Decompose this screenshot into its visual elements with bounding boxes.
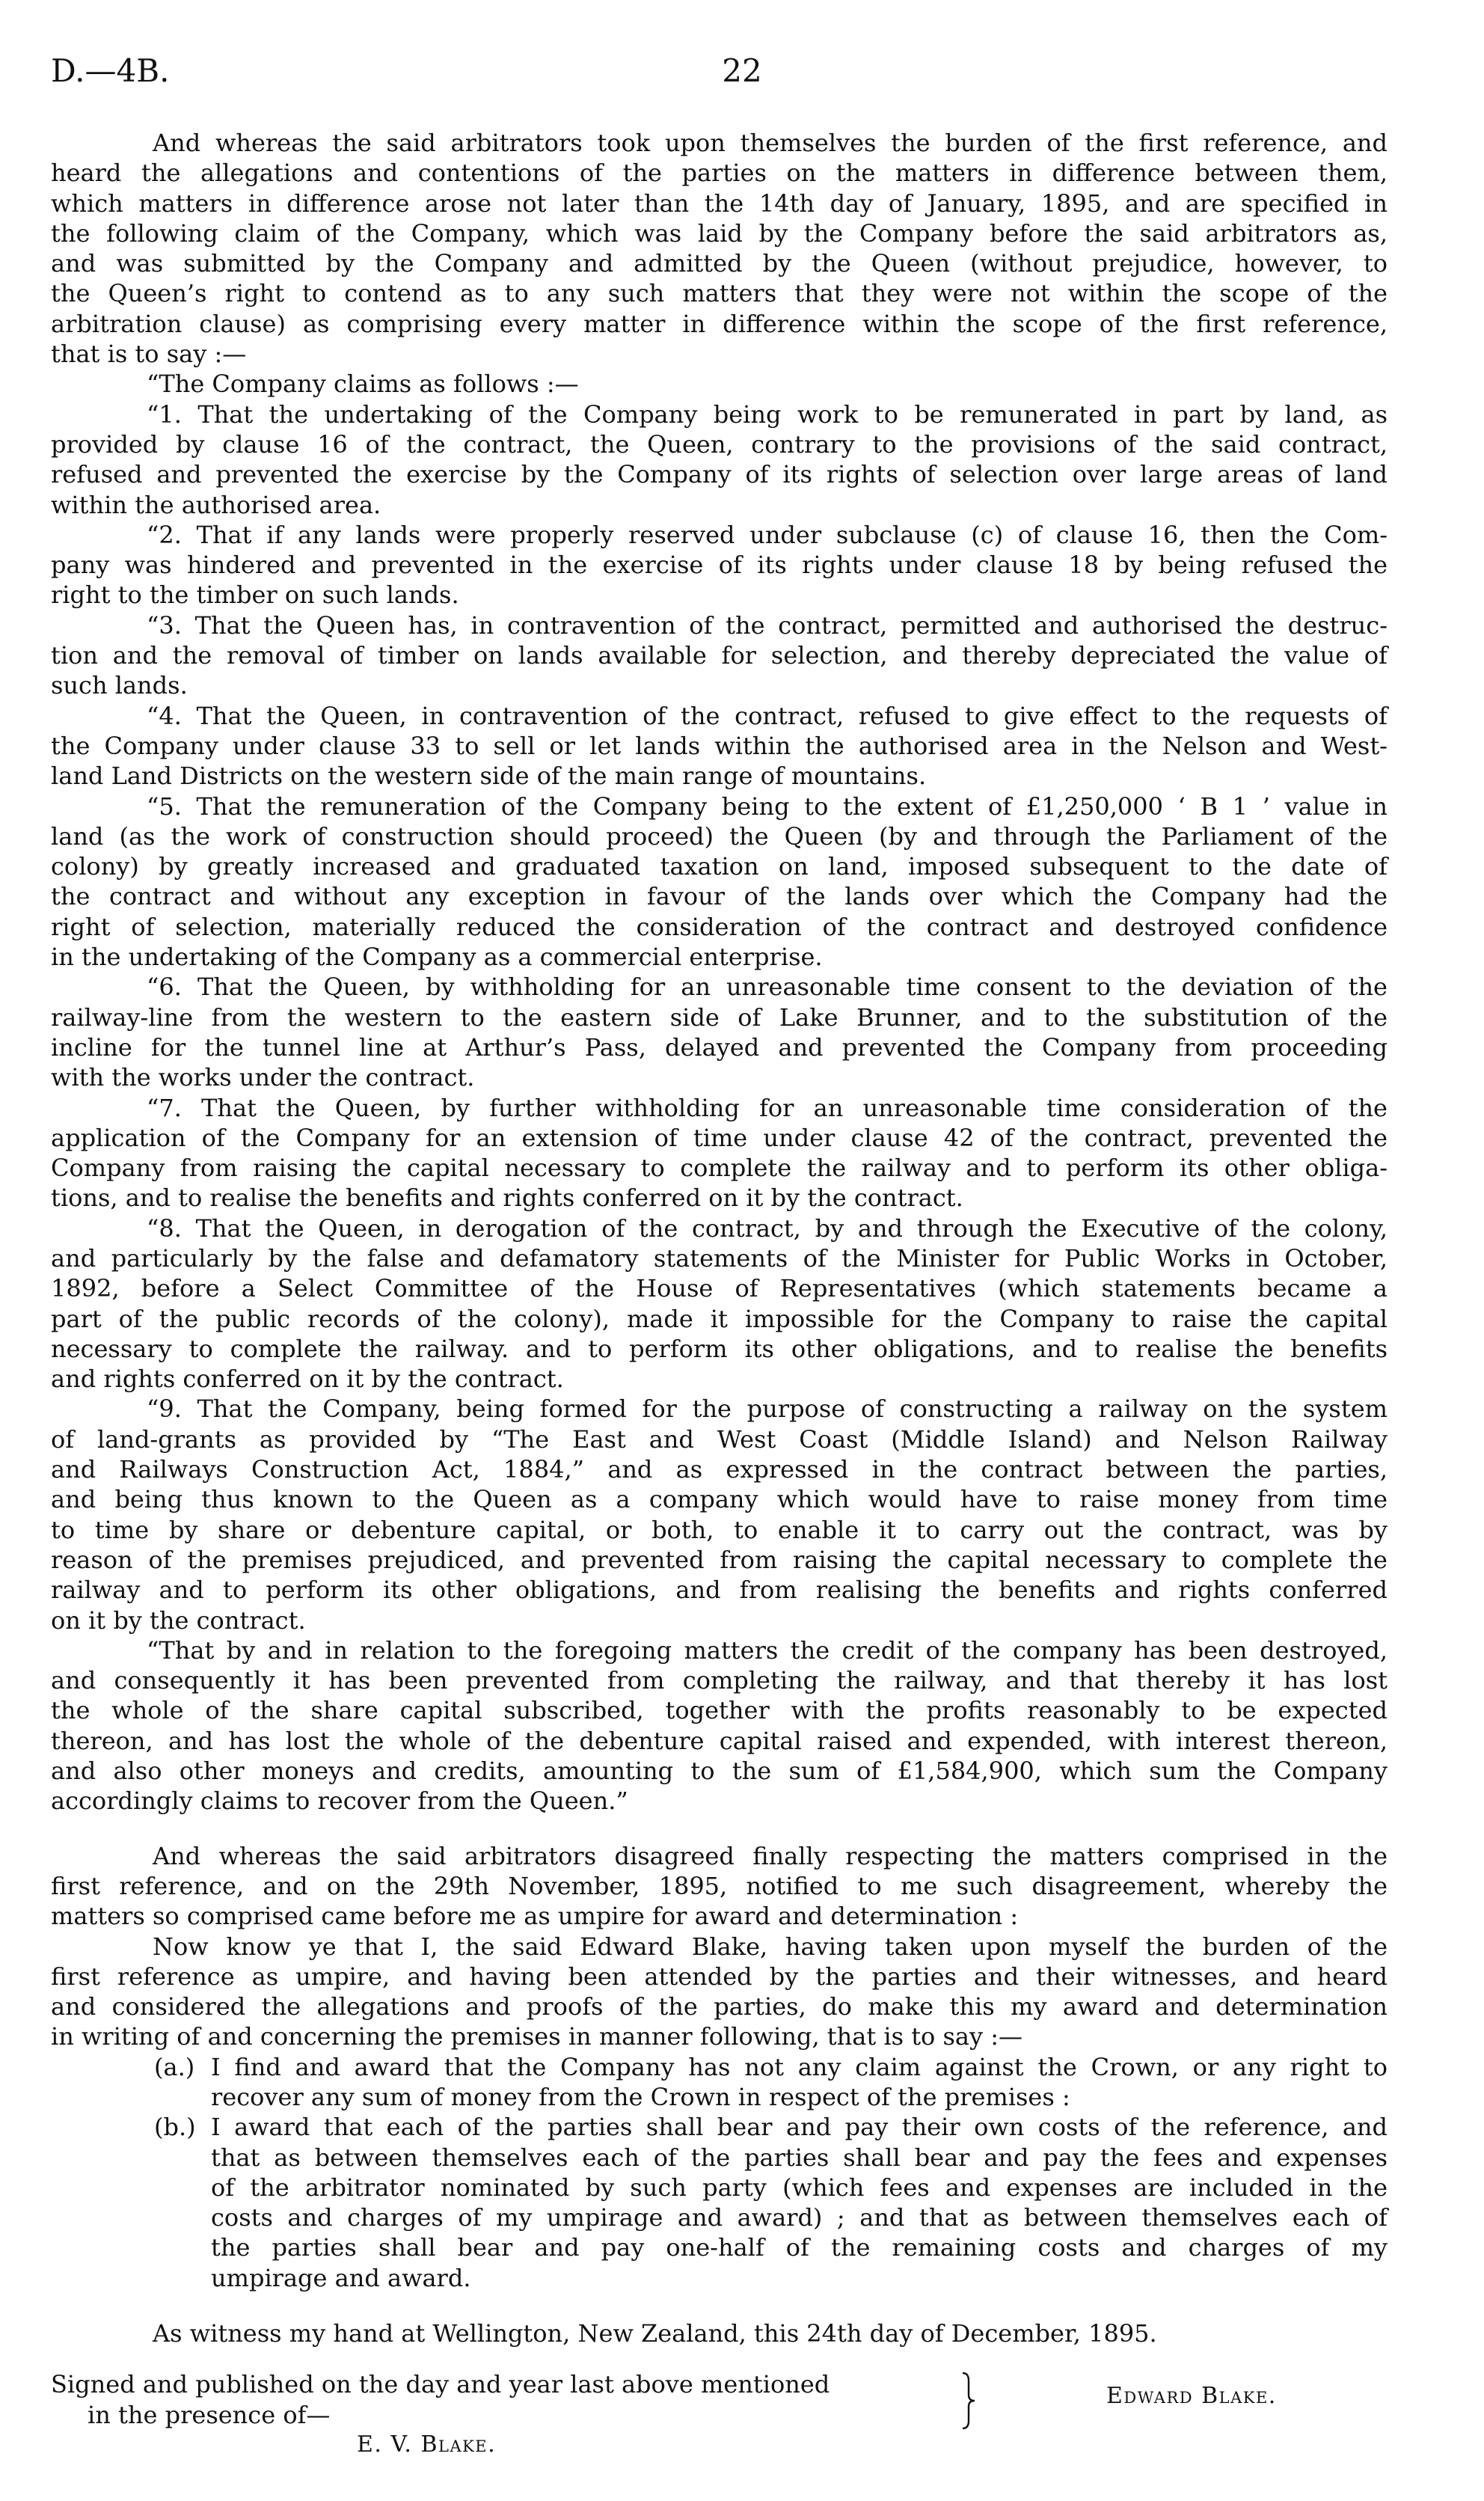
- text-line: tions, and to realise the benefits and rights conferred on it by the contract.: [51, 1184, 963, 1213]
- attestation-line: in the presence of—: [88, 2400, 331, 2429]
- claim-item-2: [51, 520, 1388, 610]
- text-line: necessary to complete the railway. and to perform its other obligations, and to realise the benefits: [51, 1334, 1388, 1363]
- signature-block: [51, 2369, 1388, 2460]
- claim-conclusion: [51, 1635, 1388, 1816]
- text-line: pany was hindered and prevented in the exercise of its rights under clause 18 by being refused the: [51, 551, 1388, 580]
- text-line: and also other moneys and credits, amounting to the sum of £1,584,900, which sum the Company: [51, 1757, 1388, 1786]
- text-line: right of selection, materially reduced the consideration of the contract and destroyed confidence: [51, 912, 1388, 941]
- text-line: and rights conferred on it by the contract.: [51, 1365, 564, 1394]
- claim-item-4: [51, 701, 1388, 792]
- text-line: railway and to perform its other obligations, and from realising the benefits and rights conferred: [51, 1576, 1388, 1605]
- text-line: Now know ye that I, the said Edward Blake, having taken upon myself the burden of the: [153, 1932, 1388, 1961]
- text-line: umpirage and award.: [211, 2263, 471, 2292]
- text-line: and was submitted by the Company and admitted by the Queen (without prejudice, however, to: [51, 249, 1388, 278]
- text-line: incline for the tunnel line at Arthur’s Pass, delayed and prevented the Company from proceeding: [51, 1032, 1388, 1062]
- text-line: reason of the premises prejudiced, and prevented from raising the capital necessary to complete the: [51, 1545, 1388, 1574]
- claim-item-3: [51, 610, 1388, 701]
- witness-name: E. V. Blake.: [357, 2431, 497, 2458]
- text-line: the parties shall bear and pay one-half of the remaining costs and charges of my: [211, 2233, 1388, 2262]
- text-line: of the arbitrator nominated by such party (which fees and expenses are included in the: [211, 2173, 1388, 2202]
- claim-item-7: [51, 1093, 1388, 1213]
- text-line: to time by share or debenture capital, or both, to enable it to carry out the contract, was by: [51, 1515, 1388, 1544]
- text-line: and consequently it has been prevented from completing the railway, and that thereby it has lost: [51, 1666, 1388, 1695]
- brace-icon: [960, 2371, 977, 2431]
- text-line: matters so comprised came before me as umpire for award and determination :: [51, 1902, 1019, 1931]
- text-line: tion and the removal of timber on lands available for selection, and thereby depreciated the value of: [51, 641, 1388, 670]
- text-line: within the authorised area.: [51, 490, 381, 519]
- text-line: and Railways Construction Act, 1884,” and as expressed in the contract between the parties,: [51, 1455, 1388, 1484]
- text-line: land (as the work of construction should proceed) the Queen (by and through the Parliament of the: [51, 821, 1388, 851]
- text-line: I award that each of the parties shall bear and pay their own costs of the reference, and: [211, 2113, 1388, 2142]
- text-line: in the undertaking of the Company as a commercial enterprise.: [51, 943, 823, 972]
- text-line: heard the allegations and contentions of the parties on the matters in difference between them,: [51, 159, 1388, 188]
- text-line: that is to say :—: [51, 340, 247, 369]
- finding-first-line: [154, 2052, 1388, 2082]
- text-line: the contract and without any exception in favour of the lands over which the Company had the: [51, 882, 1388, 911]
- text-line: of land-grants as provided by “The East and West Coast (Middle Island) and Nelson Railway: [51, 1424, 1388, 1454]
- text-line: the following claim of the Company, which was laid by the Company before the said arbitrators as,: [51, 218, 1388, 248]
- finding-a: [51, 2052, 1388, 2113]
- text-line: thereon, and has lost the whole of the debenture capital raised and expended, with interest thereon,: [51, 1726, 1388, 1755]
- text-line: refused and prevented the exercise by the Company of its rights of selection over large areas of land: [51, 460, 1388, 489]
- text-line: first reference as umpire, and having been attended by the parties and their witnesses, and heard: [51, 1962, 1388, 1991]
- text-line: “7. That the Queen, by further withholding for an unreasonable time consideration of the: [147, 1093, 1388, 1122]
- document-body: [51, 128, 1388, 2460]
- paragraph-award: [51, 1932, 1388, 2052]
- text-line: “That by and in relation to the foregoing matters the credit of the company has been destroyed,: [147, 1635, 1388, 1665]
- claim-item-9: [51, 1394, 1388, 1635]
- text-line: that as between themselves each of the parties shall bear and pay the fees and expenses: [211, 2143, 1388, 2172]
- text-line: and particularly by the false and defamatory statements of the Minister for Public Works in October,: [51, 1243, 1388, 1273]
- text-line: such lands.: [51, 671, 188, 700]
- claim-item-6: [51, 972, 1388, 1092]
- finding-first-line: [154, 2112, 1388, 2142]
- text-line: 1892, before a Select Committee of the House of Representatives (which statements became a: [51, 1274, 1388, 1303]
- text-line: in writing of and concerning the premises in manner following, that is to say :—: [51, 2022, 1023, 2051]
- finding-b: [51, 2112, 1388, 2293]
- text-line: “3. That the Queen has, in contravention of the contract, permitted and authorised the destruc-: [147, 610, 1388, 640]
- text-line: “1. That the undertaking of the Company being work to be remunerated in part by land, as: [147, 400, 1388, 429]
- document-code: D.—4B.: [51, 52, 170, 89]
- witness-clause: As witness my hand at Wellington, New Zealand, this 24th day of December, 1895.: [153, 2319, 1157, 2348]
- text-line: the Company under clause 33 to sell or let lands within the authorised area in the Nelson and West-: [51, 731, 1388, 760]
- text-line: the whole of the share capital subscribed, together with the profits reasonably to be expected: [51, 1696, 1388, 1725]
- claim-item-1: [51, 400, 1388, 520]
- signatory-name: Edward Blake.: [1106, 2383, 1277, 2410]
- text-line: “4. That the Queen, in contravention of the contract, refused to give effect to the requests of: [147, 701, 1388, 730]
- text-line: Company from raising the capital necessary to complete the railway and to perform its other obliga-: [51, 1154, 1388, 1183]
- text-line: “8. That the Queen, in derogation of the contract, by and through the Executive of the colony,: [147, 1213, 1388, 1243]
- text-line: accordingly claims to recover from the Queen.”: [51, 1787, 628, 1816]
- text-line: “9. That the Company, being formed for the purpose of constructing a railway on the system: [147, 1395, 1388, 1424]
- claim-item-8: [51, 1213, 1388, 1395]
- claim-intro: “The Company claims as follows :—: [147, 370, 579, 399]
- text-line: right to the timber on such lands.: [51, 581, 459, 610]
- text-line: colony) by greatly increased and graduated taxation on land, imposed subsequent to the date of: [51, 852, 1388, 881]
- text-line: land Land Districts on the western side of the main range of mountains.: [51, 762, 927, 791]
- page-number: 22: [722, 52, 762, 89]
- text-line: “5. That the remuneration of the Company being to the extent of £1,250,000 ‘ B 1 ’ value in: [147, 792, 1388, 821]
- text-line: costs and charges of my umpirage and award) ; and that as between themselves each of: [211, 2203, 1388, 2232]
- finding-label: (a.): [154, 2052, 195, 2081]
- text-line: And whereas the said arbitrators disagreed finally respecting the matters comprised in the: [153, 1841, 1388, 1870]
- text-line: first reference, and on the 29th November, 1895, notified to me such disagreement, whereby the: [51, 1871, 1388, 1900]
- text-line: part of the public records of the colony), made it impossible for the Company to raise the capital: [51, 1304, 1388, 1333]
- text-line: railway-line from the western to the eastern side of Lake Brunner, and to the substitution of the: [51, 1002, 1388, 1032]
- text-line: And whereas the said arbitrators took upon themselves the burden of the first reference, and: [153, 129, 1388, 157]
- text-line: “2. That if any lands were properly reserved under subclause (c) of clause 16, then the Com-: [147, 520, 1388, 549]
- text-line: “6. That the Queen, by withholding for an unreasonable time consent to the deviation of the: [147, 973, 1388, 1002]
- text-line: provided by clause 16 of the contract, the Queen, contrary to the provisions of the said contract,: [51, 429, 1388, 459]
- attestation-line: Signed and published on the day and year last above mentioned: [51, 2370, 830, 2399]
- text-line: application of the Company for an extension of time under clause 42 of the contract, prevented the: [51, 1123, 1388, 1152]
- text-line: and considered the allegations and proofs of the parties, do make this my award and determination: [51, 1992, 1388, 2021]
- text-line: I find and award that the Company has not any claim against the Crown, or any right to: [211, 2052, 1388, 2081]
- paragraph-disagreement: [51, 1841, 1388, 1932]
- text-line: the Queen’s right to contend as to any such matters that they were not within the scope of the: [51, 279, 1388, 308]
- claim-item-5: [51, 792, 1388, 973]
- text-line: arbitration clause) as comprising every matter in difference within the scope of the first reference,: [51, 309, 1388, 338]
- text-line: which matters in difference arose not later than the 14th day of January, 1895, and are specified in: [51, 189, 1388, 218]
- finding-label: (b.): [154, 2113, 196, 2142]
- text-line: on it by the contract.: [51, 1605, 306, 1635]
- text-line: and being thus known to the Queen as a company which would have to raise money from time: [51, 1485, 1388, 1514]
- text-line: with the works under the contract.: [51, 1063, 475, 1092]
- text-line: recover any sum of money from the Crown in respect of the premises :: [211, 2083, 1070, 2111]
- paragraph-recital: [51, 128, 1388, 369]
